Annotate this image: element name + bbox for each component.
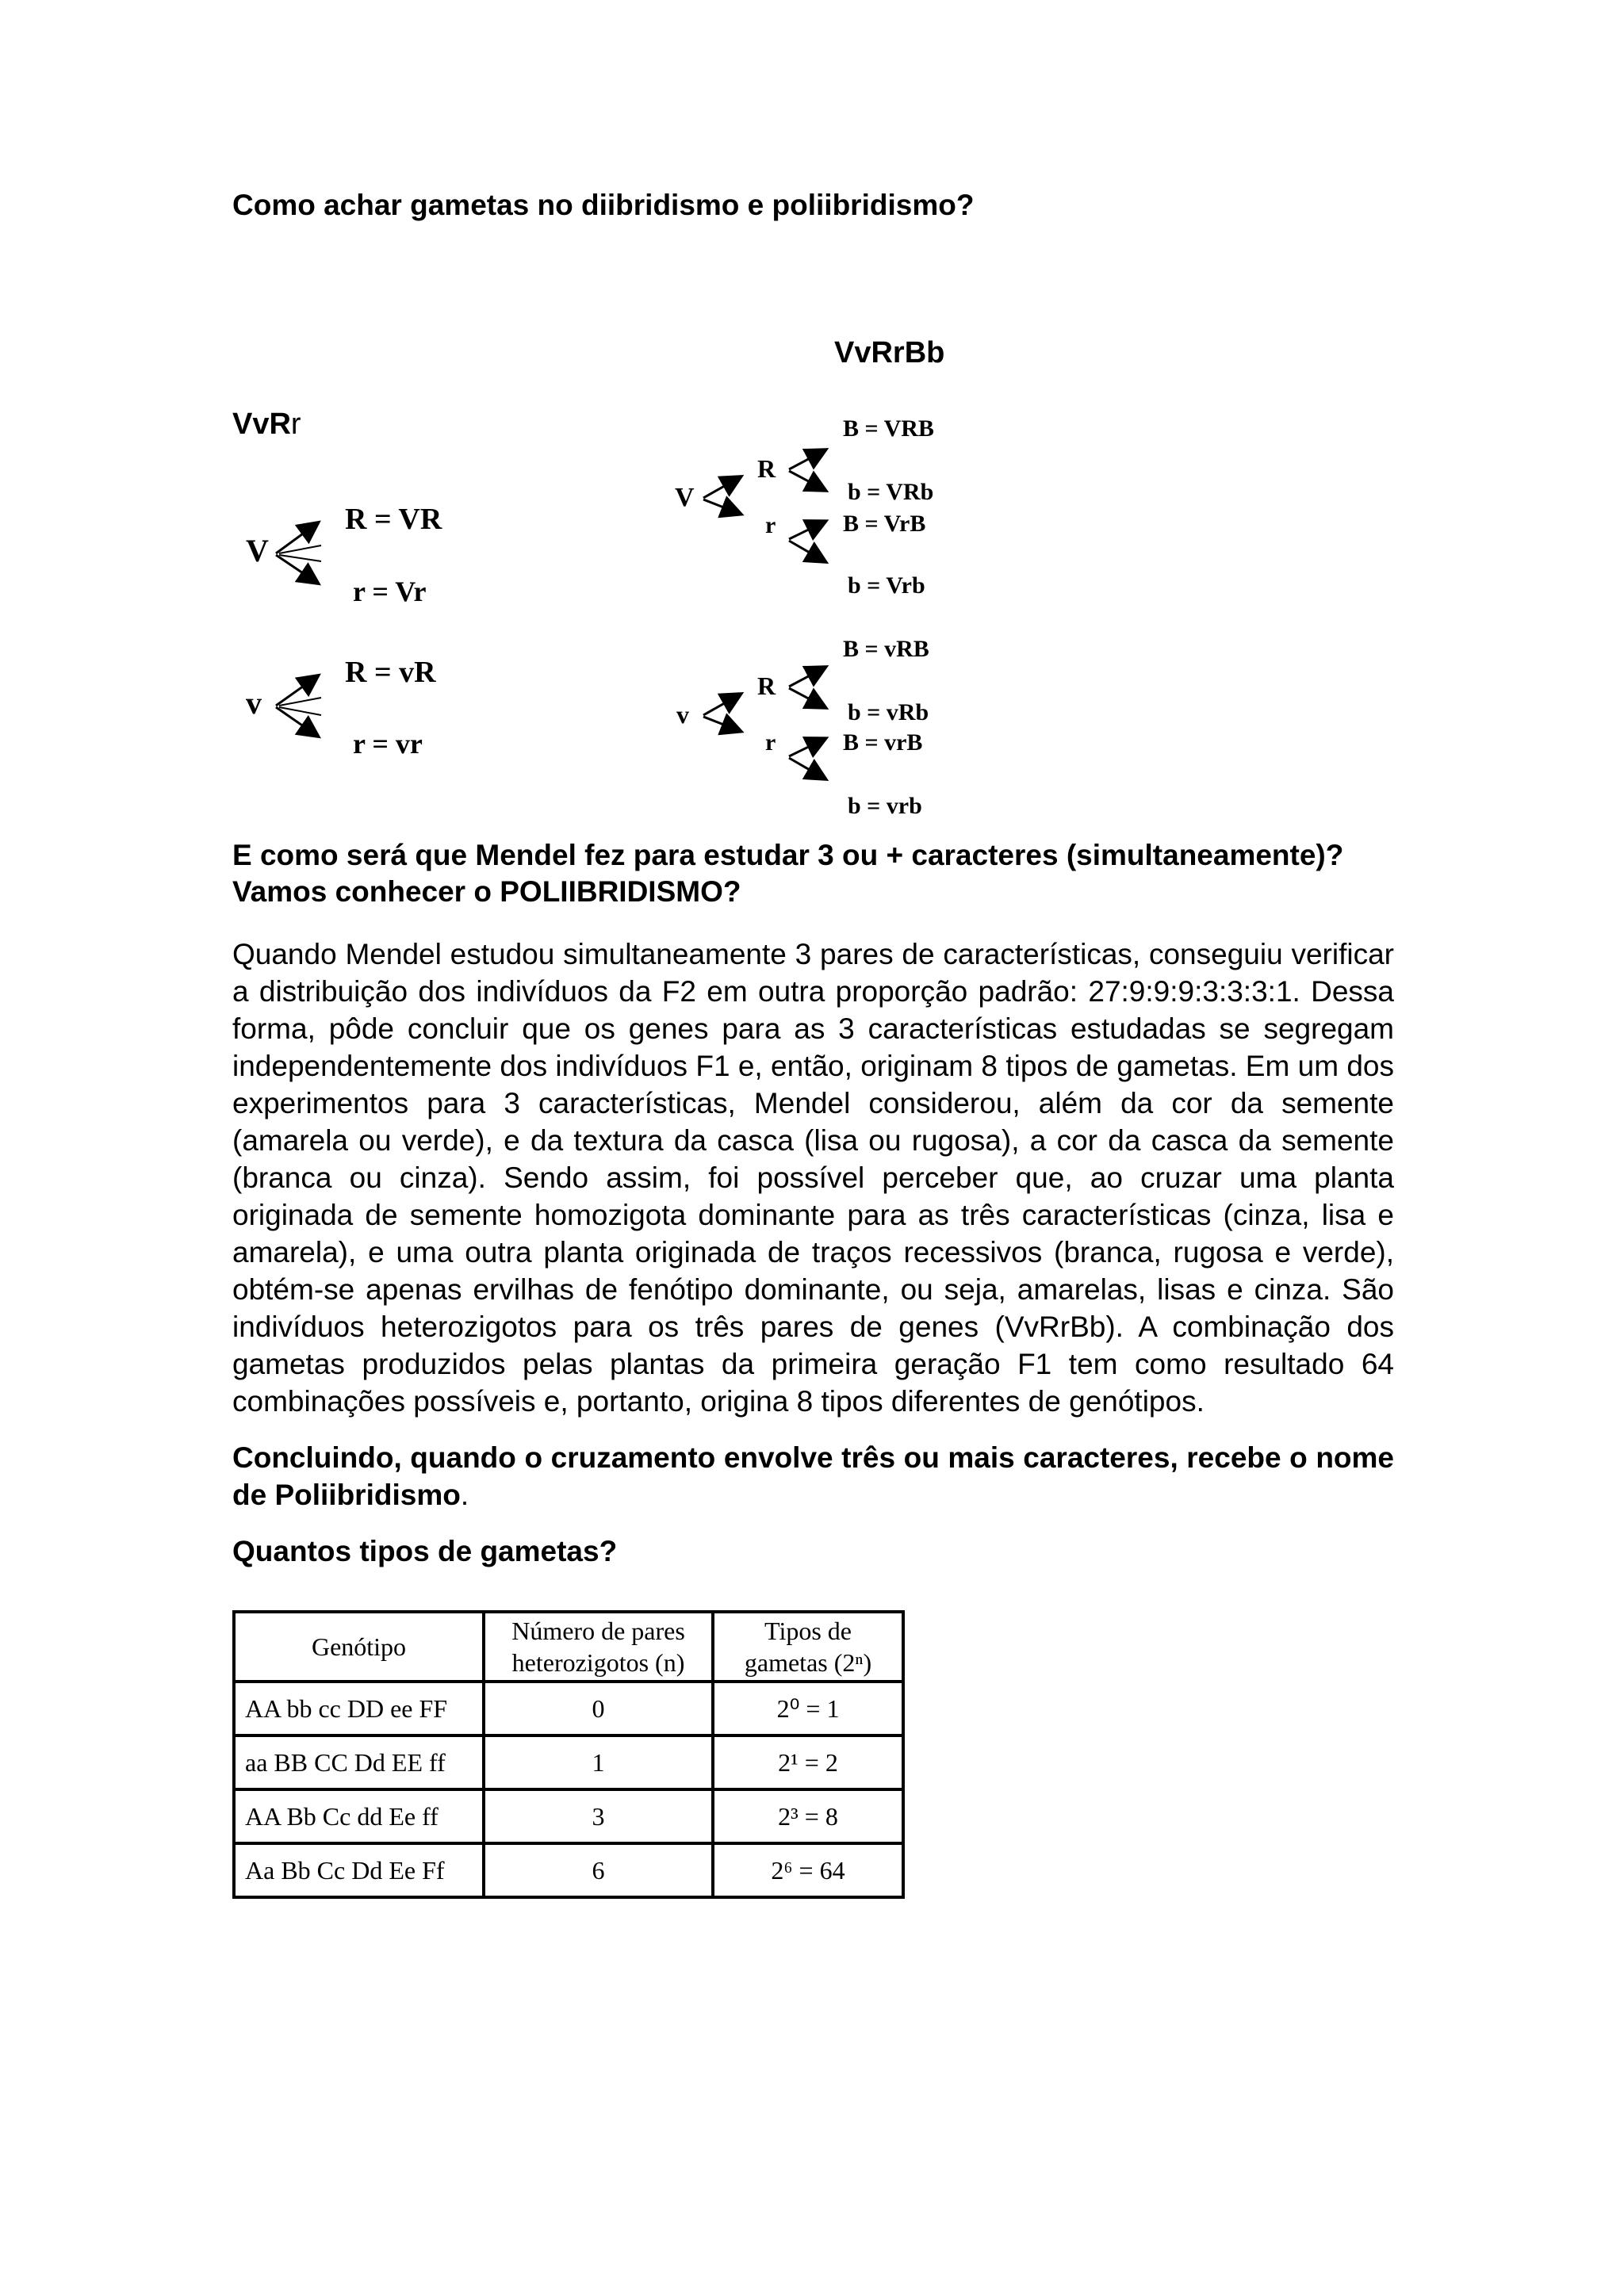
result-vrb: b = vrb: [848, 793, 922, 819]
table-row: [234, 1843, 903, 1897]
allele-R: R: [757, 454, 776, 483]
trihybrid-genotype-label: VvRrBb: [834, 336, 945, 369]
question-heading: [232, 837, 1398, 910]
body-paragraph: Quando Mendel estudou simultaneamente 3 pares de características, conseguiu verificar a distribuição dos indivíduos da F2 em outra proporção padrão: 27:9:9:9:3:3:3:1. Dessa forma, pôde concluir que os genes para as 3 características estudadas se segregam independentemente dos indivíduos F1 e, então, originam 8 tipos de gametas. Em um dos experimentos para 3 características, Mendel considerou, além da cor da semente (amarela ou verde), e da textura da casca (lisa ou rugosa), a cor da casca da semente (branca ou cinza). Sendo assim, foi possível perceber que, ao cruzar uma planta originada de semente homozigota dominante para as três características (cinza, lisa e amarela), e uma outra planta originada de traços recessivos (branca, rugosa e verde), obtém-se apenas ervilhas de fenótipo dominante, ou seja, amarelas, lisas e cinza. São indivíduos heterozigotos para os três pares de genes (VvRrBb). A combinação dos gametas produzidos pelas plantas da primeira geração F1 tem como resultado 64 combinações possíveis e, portanto, origina 8 tipos diferentes de genótipos.: [232, 938, 1394, 1418]
table-heading: Quantos tipos de gametas?: [232, 1535, 618, 1567]
allele-V: V: [246, 533, 269, 568]
result-vRB: B = vRB: [843, 636, 929, 662]
cell-types: 2⁶ = 64: [713, 1843, 903, 1897]
cell-genotype: Aa Bb Cc Dd Ee Ff: [234, 1843, 484, 1897]
header-types: Tipos de gametas (2ⁿ): [713, 1612, 903, 1682]
cell-types: 2¹ = 2: [713, 1735, 903, 1789]
cell-n: 0: [484, 1682, 713, 1735]
cell-genotype: aa BB CC Dd EE ff: [234, 1735, 484, 1789]
dihybrid-genotype-label: VvRr: [232, 408, 301, 441]
result-Vr: r = Vr: [353, 576, 427, 607]
table-row: [234, 1735, 903, 1789]
result-VrB: B = VrB: [843, 511, 926, 537]
result-VRb: b = VRb: [848, 479, 934, 505]
result-vRb: b = vRb: [848, 699, 929, 725]
allele-v: v: [676, 700, 689, 729]
cell-genotype: AA bb cc DD ee FF: [234, 1682, 484, 1735]
conclusion-paragraph: Concluindo, quando o cruzamento envolve três ou mais caracteres, recebe o nome de Poliibridismo.: [232, 1441, 1394, 1511]
result-VR: R = VR: [345, 503, 442, 536]
cell-n: 3: [484, 1789, 713, 1843]
result-vR: R = vR: [345, 656, 436, 689]
allele-v: v: [246, 685, 262, 721]
cell-types: 2³ = 8: [713, 1789, 903, 1843]
result-VRB: B = VRB: [843, 415, 934, 442]
cell-genotype: AA Bb Cc dd Ee ff: [234, 1789, 484, 1843]
cell-types: 2⁰ = 1: [713, 1682, 903, 1735]
header-pairs: Número de pares heterozigotos (n): [484, 1612, 713, 1682]
dihybrid-gamete-diagram: [238, 484, 523, 777]
allele-r: r: [765, 512, 776, 538]
cell-n: 6: [484, 1843, 713, 1897]
table-row: [234, 1682, 903, 1735]
header-genotype: Genótipo: [234, 1612, 484, 1682]
page-title: Como achar gametas no diibridismo e poliibridismo?: [232, 189, 975, 221]
result-vr: r = vr: [353, 728, 423, 760]
question-line-1: E como será que Mendel fez para estudar 3 ou + caracteres (simultaneamente)?: [232, 839, 1344, 871]
allele-V: V: [675, 483, 695, 512]
question-line-2: Vamos conhecer o POLIIBRIDISMO?: [232, 875, 741, 908]
trihybrid-gamete-diagram: [670, 412, 971, 825]
table-header-row: [234, 1612, 903, 1682]
allele-r: r: [765, 729, 776, 756]
gametes-table: [232, 1610, 905, 1899]
table-row: [234, 1789, 903, 1843]
allele-R: R: [757, 672, 776, 700]
result-Vrb: b = Vrb: [848, 572, 925, 599]
result-vrB: B = vrB: [843, 729, 923, 756]
cell-n: 1: [484, 1735, 713, 1789]
